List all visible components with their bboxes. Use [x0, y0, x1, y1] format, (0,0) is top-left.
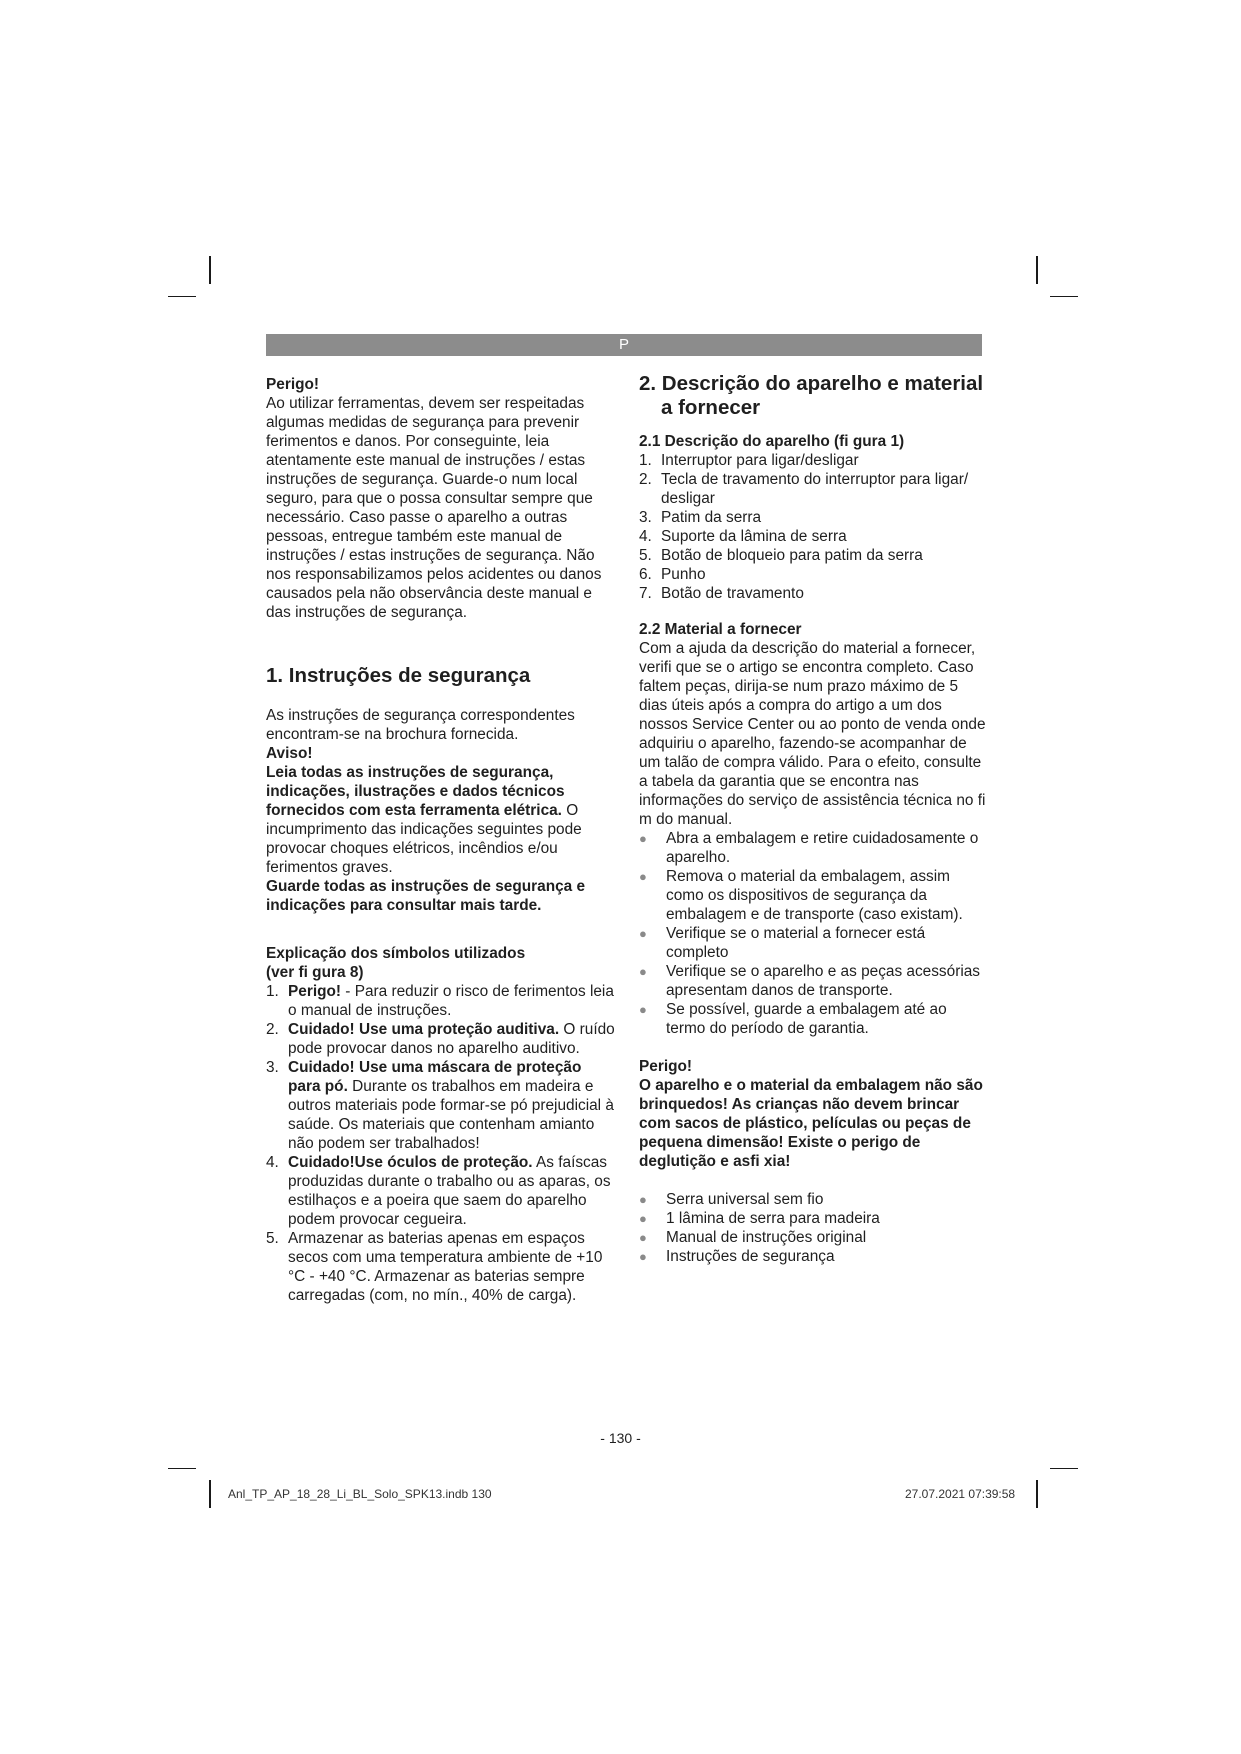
item-text: - Para reduzir o risco de ferimentos leia o manual de instruções. — [288, 983, 614, 1019]
item-text: Durante os trabalhos em madeira e outros materiais pode formar-se pó prejudicial à saúde. Os materiais que contenham amianto não podem ser trabalhados! — [288, 1078, 614, 1152]
bullet-icon: ● — [639, 1249, 647, 1264]
crop-mark — [1050, 1468, 1078, 1469]
item-number: 6. — [639, 566, 652, 583]
bullet-icon: ● — [639, 1002, 647, 1017]
warning-title: Aviso! — [266, 745, 313, 762]
item-text: Instruções de segurança — [666, 1248, 835, 1265]
item-number: 5. — [266, 1230, 279, 1247]
keep-instructions: Guarde todas as instruções de segurança e indicações para consultar mais tarde. — [266, 878, 586, 914]
bullet-icon: ● — [639, 831, 647, 846]
crop-mark — [168, 1468, 196, 1469]
part-item — [639, 584, 989, 603]
item-text: Serra universal sem fio — [666, 1191, 824, 1208]
danger2-text: O aparelho e o material da embalagem não são brinquedos! As crianças não devem brincar com sacos de plástico, películas ou peças de pequena dimensão! Existe o perigo de deglutição e asfi xia! — [639, 1077, 983, 1170]
item-text: Verifique se o material a fornecer está completo — [666, 925, 926, 961]
part-item — [639, 470, 989, 508]
bullet-icon: ● — [639, 1211, 647, 1226]
part-item — [639, 546, 989, 565]
symbol-item — [266, 1153, 616, 1229]
crop-mark — [168, 296, 196, 297]
item-text: Patim da serra — [661, 509, 762, 526]
sub22-title: 2.2 Material a fornecer — [639, 621, 802, 638]
symbol-item — [266, 1058, 616, 1153]
warning-text: O incumprimento das indicações seguintes pode provocar choques elétricos, incêndios e/ou ferimentos graves. — [266, 802, 582, 876]
item-number: 4. — [266, 1154, 279, 1171]
step-item — [639, 924, 989, 962]
part-item — [639, 527, 989, 546]
bullet-icon: ● — [639, 1192, 647, 1207]
danger2-title: Perigo! — [639, 1058, 693, 1075]
step-item — [639, 829, 989, 867]
item-text: Punho — [661, 566, 706, 583]
sub21-title: 2.1 Descrição do aparelho (fi gura 1) — [639, 433, 905, 450]
contents-list — [639, 1190, 989, 1266]
section2-title-line2: a fornecer — [661, 396, 761, 419]
item-text: Manual de instruções original — [666, 1229, 867, 1246]
symbol-item — [266, 982, 616, 1020]
item-text: Verifique se o aparelho e as peças acessórias apresentam danos de transporte. — [666, 963, 980, 999]
item-number: 2. — [266, 1021, 279, 1038]
bullet-icon: ● — [639, 1230, 647, 1245]
language-header-bar — [266, 334, 982, 356]
item-number: 1. — [266, 983, 279, 1000]
part-item — [639, 508, 989, 527]
item-text: Interruptor para ligar/desligar — [661, 452, 859, 469]
symbols-title-2: (ver fi gura 8) — [266, 964, 364, 981]
item-text: Suporte da lâmina de serra — [661, 528, 847, 545]
part-item — [639, 451, 989, 470]
step-item — [639, 962, 989, 1000]
item-text: Botão de bloqueio para patim da serra — [661, 547, 923, 564]
symbols-list — [266, 982, 616, 1305]
item-number: 7. — [639, 585, 652, 602]
item-text: O ruído pode provocar danos no aparelho auditivo. — [288, 1021, 615, 1057]
warning-paragraph — [266, 763, 616, 877]
item-text: Se possível, guarde a embalagem até ao termo do período de garantia. — [666, 1001, 947, 1037]
footer-datetime: 27.07.2021 07:39:58 — [905, 1487, 1016, 1501]
item-text: Remova o material da embalagem, assim como os dispositivos de segurança da embalagem e de transporte (caso existam). — [666, 868, 963, 923]
bullet-icon: ● — [639, 926, 647, 941]
step-item — [639, 1000, 989, 1038]
item-number: 5. — [639, 547, 652, 564]
part-item — [639, 565, 989, 584]
danger-text: Ao utilizar ferramentas, devem ser respeitadas algumas medidas de segurança para prevenir ferimentos e danos. Por conseguinte, leia atentamente este manual de instruções / estas instruções de segurança. Guarde-o num local seguro, para que o possa consultar sempre que necessário. Caso passe o aparelho a outras pessoas, entregue também este manual de instruções / estas instruções de segurança. Não nos responsabilizamos pelos acidentes ou danos causados pela não observância deste manual e das instruções de segurança. — [266, 395, 602, 621]
symbol-item — [266, 1020, 616, 1058]
section2-title-line1: 2. Descrição do aparelho e material — [639, 372, 984, 395]
item-text: Armazenar as baterias apenas em espaços secos com uma temperatura ambiente de +10 °C - +40 °C. Armazenar as baterias sempre carregadas (com, no mín., 40% de carga). — [288, 1230, 603, 1304]
item-bold: Cuidado!Use óculos de proteção. — [288, 1154, 533, 1171]
step-item — [639, 867, 989, 924]
item-text: Botão de travamento — [661, 585, 804, 602]
item-number: 2. — [639, 471, 652, 488]
contents-item — [639, 1247, 989, 1266]
bullet-icon: ● — [639, 964, 647, 979]
sub22-text: Com a ajuda da descrição do material a fornecer, verifi que se o artigo se encontra completo. Caso faltem peças, dirija-se num prazo máximo de 5 dias úteis após a compra do artigo a um dos nossos Service Center ou ao ponto de venda onde adquiriu o aparelho, fazendo-se acompanhar de um talão de compra válido. Para o efeito, consulte a tabela da garantia que se encontra nas informações do serviço de assistência técnica no fi m do manual. — [639, 640, 986, 828]
item-bold: Cuidado! Use uma proteção auditiva. — [288, 1021, 560, 1038]
bullet-icon: ● — [639, 869, 647, 884]
item-text: Tecla de travamento do interruptor para ligar/ desligar — [661, 471, 969, 507]
item-bold: Perigo! — [288, 983, 342, 1000]
unpack-steps-list — [639, 829, 989, 1038]
crop-mark — [209, 1480, 211, 1508]
item-number: 1. — [639, 452, 652, 469]
contents-item — [639, 1190, 989, 1209]
crop-mark — [1036, 256, 1038, 284]
parts-list — [639, 451, 989, 603]
section1-title: 1. Instruções de segurança — [266, 664, 531, 687]
crop-mark — [1050, 296, 1078, 297]
section1-intro: As instruções de segurança correspondentes encontram-se na brochura fornecida. — [266, 707, 575, 743]
footer-file-name: Anl_TP_AP_18_28_Li_BL_Solo_SPK13.indb 130 — [228, 1487, 492, 1501]
item-text: As faíscas produzidas durante o trabalho ou as aparas, os estilhaços e a poeira que saem do aparelho podem provocar cegueira. — [288, 1154, 611, 1228]
contents-item — [639, 1209, 989, 1228]
item-number: 4. — [639, 528, 652, 545]
item-text: 1 lâmina de serra para madeira — [666, 1210, 880, 1227]
item-text: Abra a embalagem e retire cuidadosamente o aparelho. — [666, 830, 979, 866]
right-column — [639, 372, 989, 1266]
crop-mark — [1036, 1480, 1038, 1508]
language-label: P — [618, 336, 629, 353]
symbol-item — [266, 1229, 616, 1305]
left-column — [266, 372, 616, 1305]
symbols-title-1: Explicação dos símbolos utilizados — [266, 945, 526, 962]
item-number: 3. — [266, 1059, 279, 1076]
page-number: - 130 - — [600, 1430, 641, 1446]
contents-item — [639, 1228, 989, 1247]
crop-mark — [209, 256, 211, 284]
warning-bold: Leia todas as instruções de segurança, indicações, ilustrações e dados técnicos fornecidos com esta ferramenta elétrica. — [266, 764, 565, 819]
danger-title: Perigo! — [266, 376, 320, 393]
item-bold: Cuidado! Use uma máscara de proteção para pó. — [288, 1059, 582, 1095]
item-number: 3. — [639, 509, 652, 526]
